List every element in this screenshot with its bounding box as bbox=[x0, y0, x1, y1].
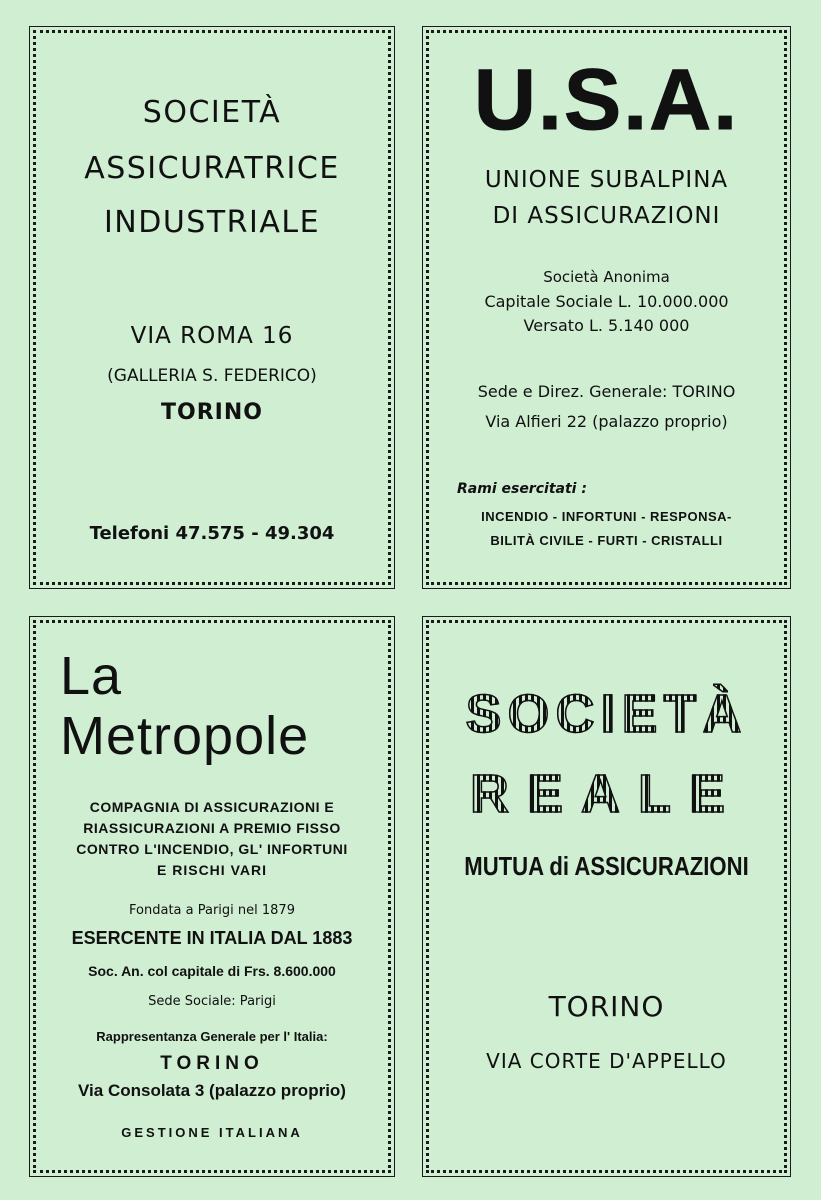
ad2-street: Via Alfieri 22 (palazzo proprio) bbox=[485, 412, 728, 431]
ad3-management: GESTIONE ITALIANA bbox=[121, 1125, 303, 1140]
ad3-capital: Soc. An. col capitale di Frs. 8.600.000 bbox=[88, 963, 336, 979]
ad3-desc1: COMPAGNIA DI ASSICURAZIONI E bbox=[89, 799, 335, 815]
ad-societa-reale bbox=[426, 620, 787, 1173]
ad3-street: Via Consolata 3 (palazzo proprio) bbox=[78, 1081, 346, 1100]
ad2-type: Società Anonima bbox=[543, 268, 670, 286]
ad2-branches-label: Rami esercitati : bbox=[457, 481, 587, 497]
ad4-title1: SOCIETÀ bbox=[429, 683, 784, 745]
ad1-phones: Telefoni 47.575 - 49.304 bbox=[89, 523, 335, 544]
ad-la-metropole bbox=[33, 620, 391, 1173]
ad3-representation: Rappresentanza Generale per l' Italia: bbox=[96, 1029, 328, 1044]
ad3-founded: Fondata a Parigi nel 1879 bbox=[129, 903, 295, 918]
ad4-city: TORINO bbox=[548, 990, 665, 1023]
ad3-operating: ESERCENTE IN ITALIA DAL 1883 bbox=[71, 928, 353, 948]
ad3-desc4: E RISCHI VARI bbox=[157, 862, 267, 878]
ad3-desc3: CONTRO L'INCENDIO, GL' INFORTUNI bbox=[76, 841, 348, 857]
ad1-line3: INDUSTRIALE bbox=[103, 205, 321, 240]
ad4-street: VIA CORTE D'APPELLO bbox=[486, 1049, 727, 1073]
ad3-title2: Metropole bbox=[60, 706, 310, 766]
ad2-capital: Capitale Sociale L. 10.000.000 bbox=[484, 292, 729, 311]
ad3-city: TORINO bbox=[160, 1053, 264, 1074]
ad1-line2: ASSICURATRICE bbox=[84, 151, 340, 186]
ad-societa-assicuratrice-industriale bbox=[33, 30, 391, 585]
ad3-title1: La bbox=[60, 646, 123, 706]
ad3-desc2: RIASSICURAZIONI A PREMIO FISSO bbox=[83, 820, 341, 836]
ad3-seat: Sede Sociale: Parigi bbox=[148, 994, 276, 1009]
usa-logo: U.S.A. bbox=[473, 52, 740, 148]
ad2-name2: DI ASSICURAZIONI bbox=[492, 203, 721, 229]
ad2-branches2: BILITÀ CIVILE - FURTI - CRISTALLI bbox=[490, 533, 723, 548]
ad1-address: VIA ROMA 16 bbox=[130, 323, 294, 349]
ad2-seat: Sede e Direz. Generale: TORINO bbox=[477, 382, 736, 401]
ad2-branches1: INCENDIO - INFORTUNI - RESPONSA- bbox=[481, 509, 732, 524]
ad1-city: TORINO bbox=[161, 400, 263, 425]
ad-unione-subalpina bbox=[426, 30, 787, 585]
ad4-subtitle: MUTUA di ASSICURAZIONI bbox=[464, 851, 749, 881]
ad1-line1: SOCIETÀ bbox=[142, 95, 282, 130]
ad4-title2: REALE bbox=[429, 763, 784, 825]
ad1-gallery: (GALLERIA S. FEDERICO) bbox=[107, 366, 317, 386]
ad2-name1: UNIONE SUBALPINA bbox=[484, 167, 729, 193]
ad2-paid: Versato L. 5.140 000 bbox=[523, 316, 690, 335]
